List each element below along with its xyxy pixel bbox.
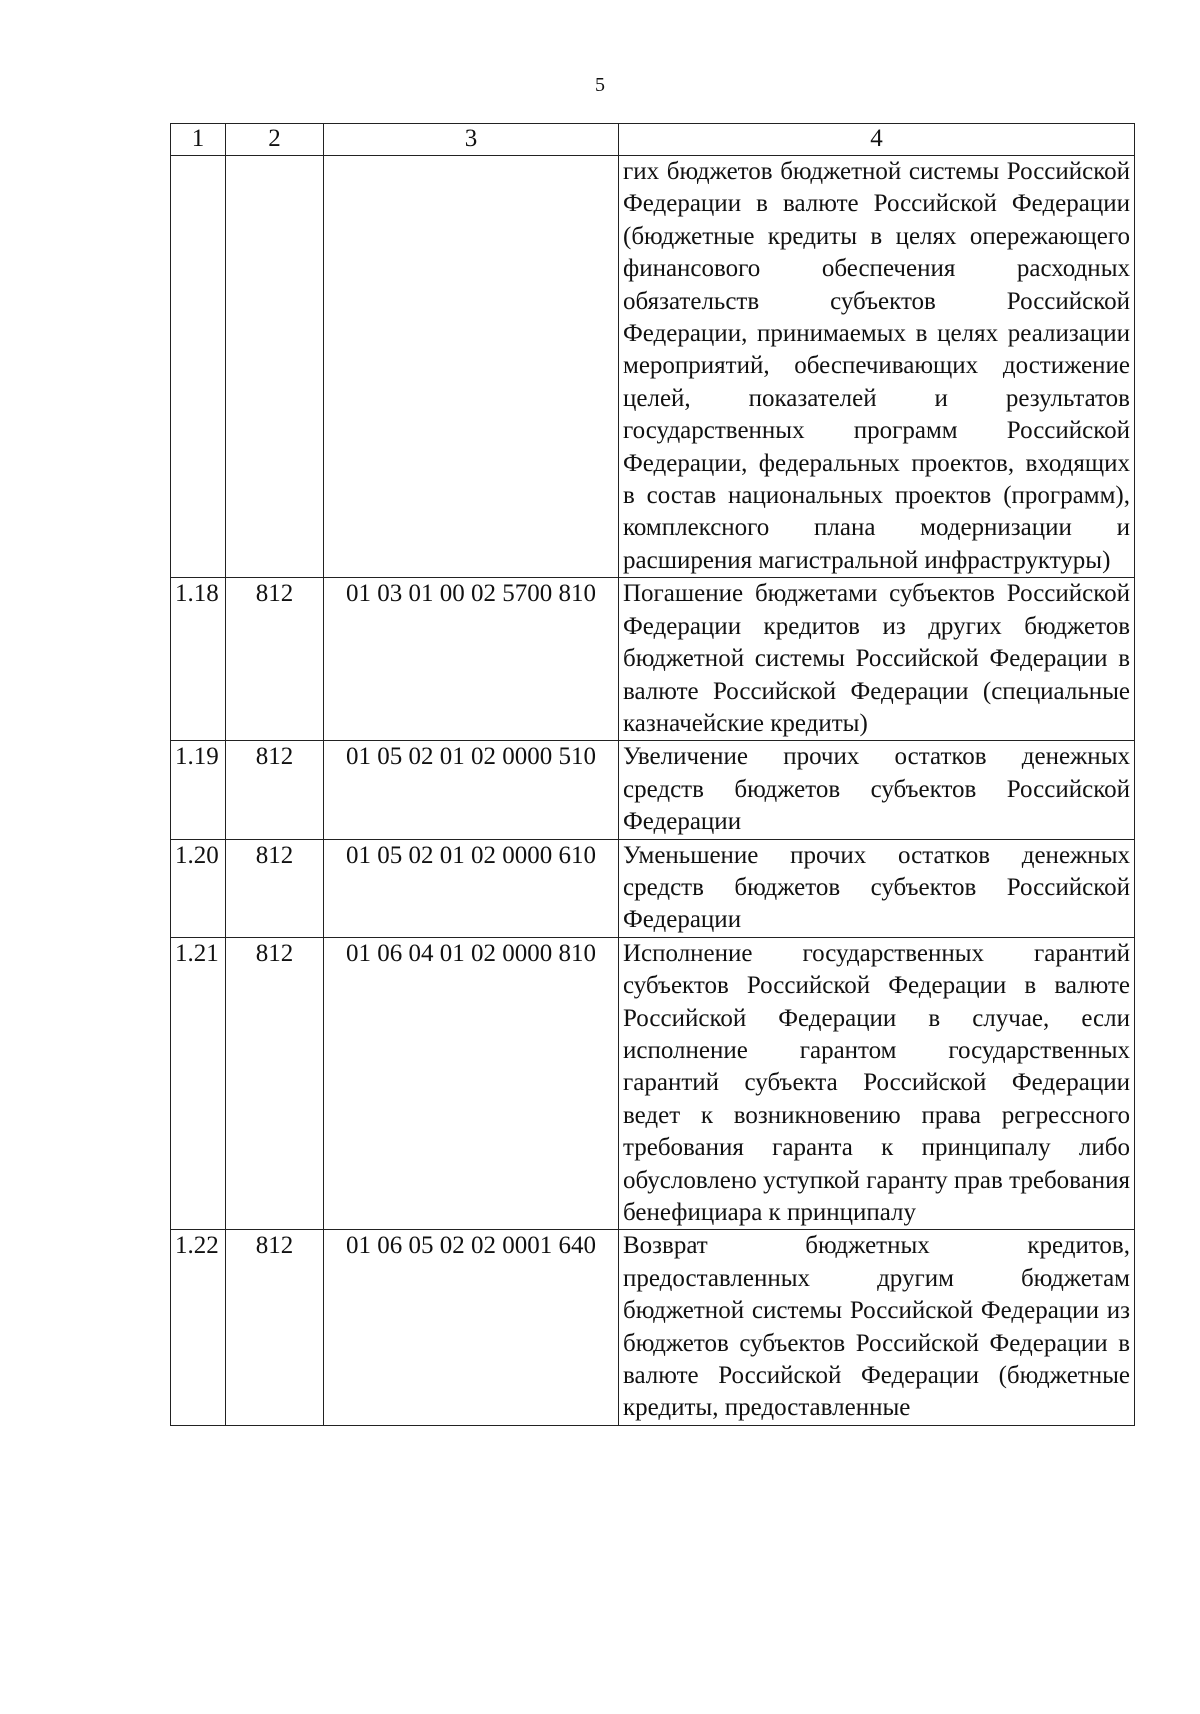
- row-description: Погашение бюджетами субъектов Российской Федерации кредитов из других бюджетов бюджетной системы Российской Федерации в валюте Российской Федерации (специальные казначейские кредиты): [619, 578, 1135, 741]
- classification-code: [324, 156, 619, 578]
- page-number: 5: [595, 74, 605, 96]
- header-col-1: 1: [171, 124, 226, 156]
- table-row: [171, 741, 1135, 839]
- table-header-row: [171, 124, 1135, 156]
- row-number: [171, 156, 226, 578]
- admin-code: [226, 156, 324, 578]
- table-row: [171, 156, 1135, 578]
- row-number: 1.20: [171, 839, 226, 937]
- row-number: 1.21: [171, 937, 226, 1230]
- classification-code: 01 03 01 00 02 5700 810: [324, 578, 619, 741]
- classification-code: 01 05 02 01 02 0000 610: [324, 839, 619, 937]
- row-description: Исполнение государственных гарантий субъектов Российской Федерации в валюте Российской Федерации в случае, если исполнение гарантом государственных гарантий субъекта Российской Федерации ведет к возникновению права регрессного требования гаранта к принципалу либо обусловлено уступкой гаранту прав требования бенефициара к принципалу: [619, 937, 1135, 1230]
- header-col-2: 2: [226, 124, 324, 156]
- table-row: [171, 1230, 1135, 1425]
- table-row: [171, 839, 1135, 937]
- table-row: [171, 937, 1135, 1230]
- budget-classification-table: [170, 123, 1135, 1426]
- row-number: 1.19: [171, 741, 226, 839]
- classification-code: 01 06 04 01 02 0000 810: [324, 937, 619, 1230]
- admin-code: 812: [226, 839, 324, 937]
- admin-code: 812: [226, 578, 324, 741]
- admin-code: 812: [226, 1230, 324, 1425]
- row-number: 1.22: [171, 1230, 226, 1425]
- table-row: [171, 578, 1135, 741]
- classification-code: 01 06 05 02 02 0001 640: [324, 1230, 619, 1425]
- header-col-3: 3: [324, 124, 619, 156]
- row-description: гих бюджетов бюджетной системы Российской Федерации в валюте Российской Федерации (бюджетные кредиты в целях опережающего финансового обеспечения расходных обязательств субъектов Российской Федерации, принимаемых в целях реализации мероприятий, обеспечивающих достижение целей, показателей и результатов государственных программ Российской Федерации, федеральных проектов, входящих в состав национальных проектов (программ), комплексного плана модернизации и расширения магистральной инфраструктуры): [619, 156, 1135, 578]
- row-description: Увеличение прочих остатков денежных средств бюджетов субъектов Российской Федерации: [619, 741, 1135, 839]
- row-description: Уменьшение прочих остатков денежных средств бюджетов субъектов Российской Федерации: [619, 839, 1135, 937]
- row-number: 1.18: [171, 578, 226, 741]
- row-description: Возврат бюджетных кредитов, предоставленных другим бюджетам бюджетной системы Российской Федерации из бюджетов субъектов Российской Федерации в валюте Российской Федерации (бюджетные кредиты, предоставленные: [619, 1230, 1135, 1425]
- header-col-4: 4: [619, 124, 1135, 156]
- admin-code: 812: [226, 937, 324, 1230]
- classification-code: 01 05 02 01 02 0000 510: [324, 741, 619, 839]
- admin-code: 812: [226, 741, 324, 839]
